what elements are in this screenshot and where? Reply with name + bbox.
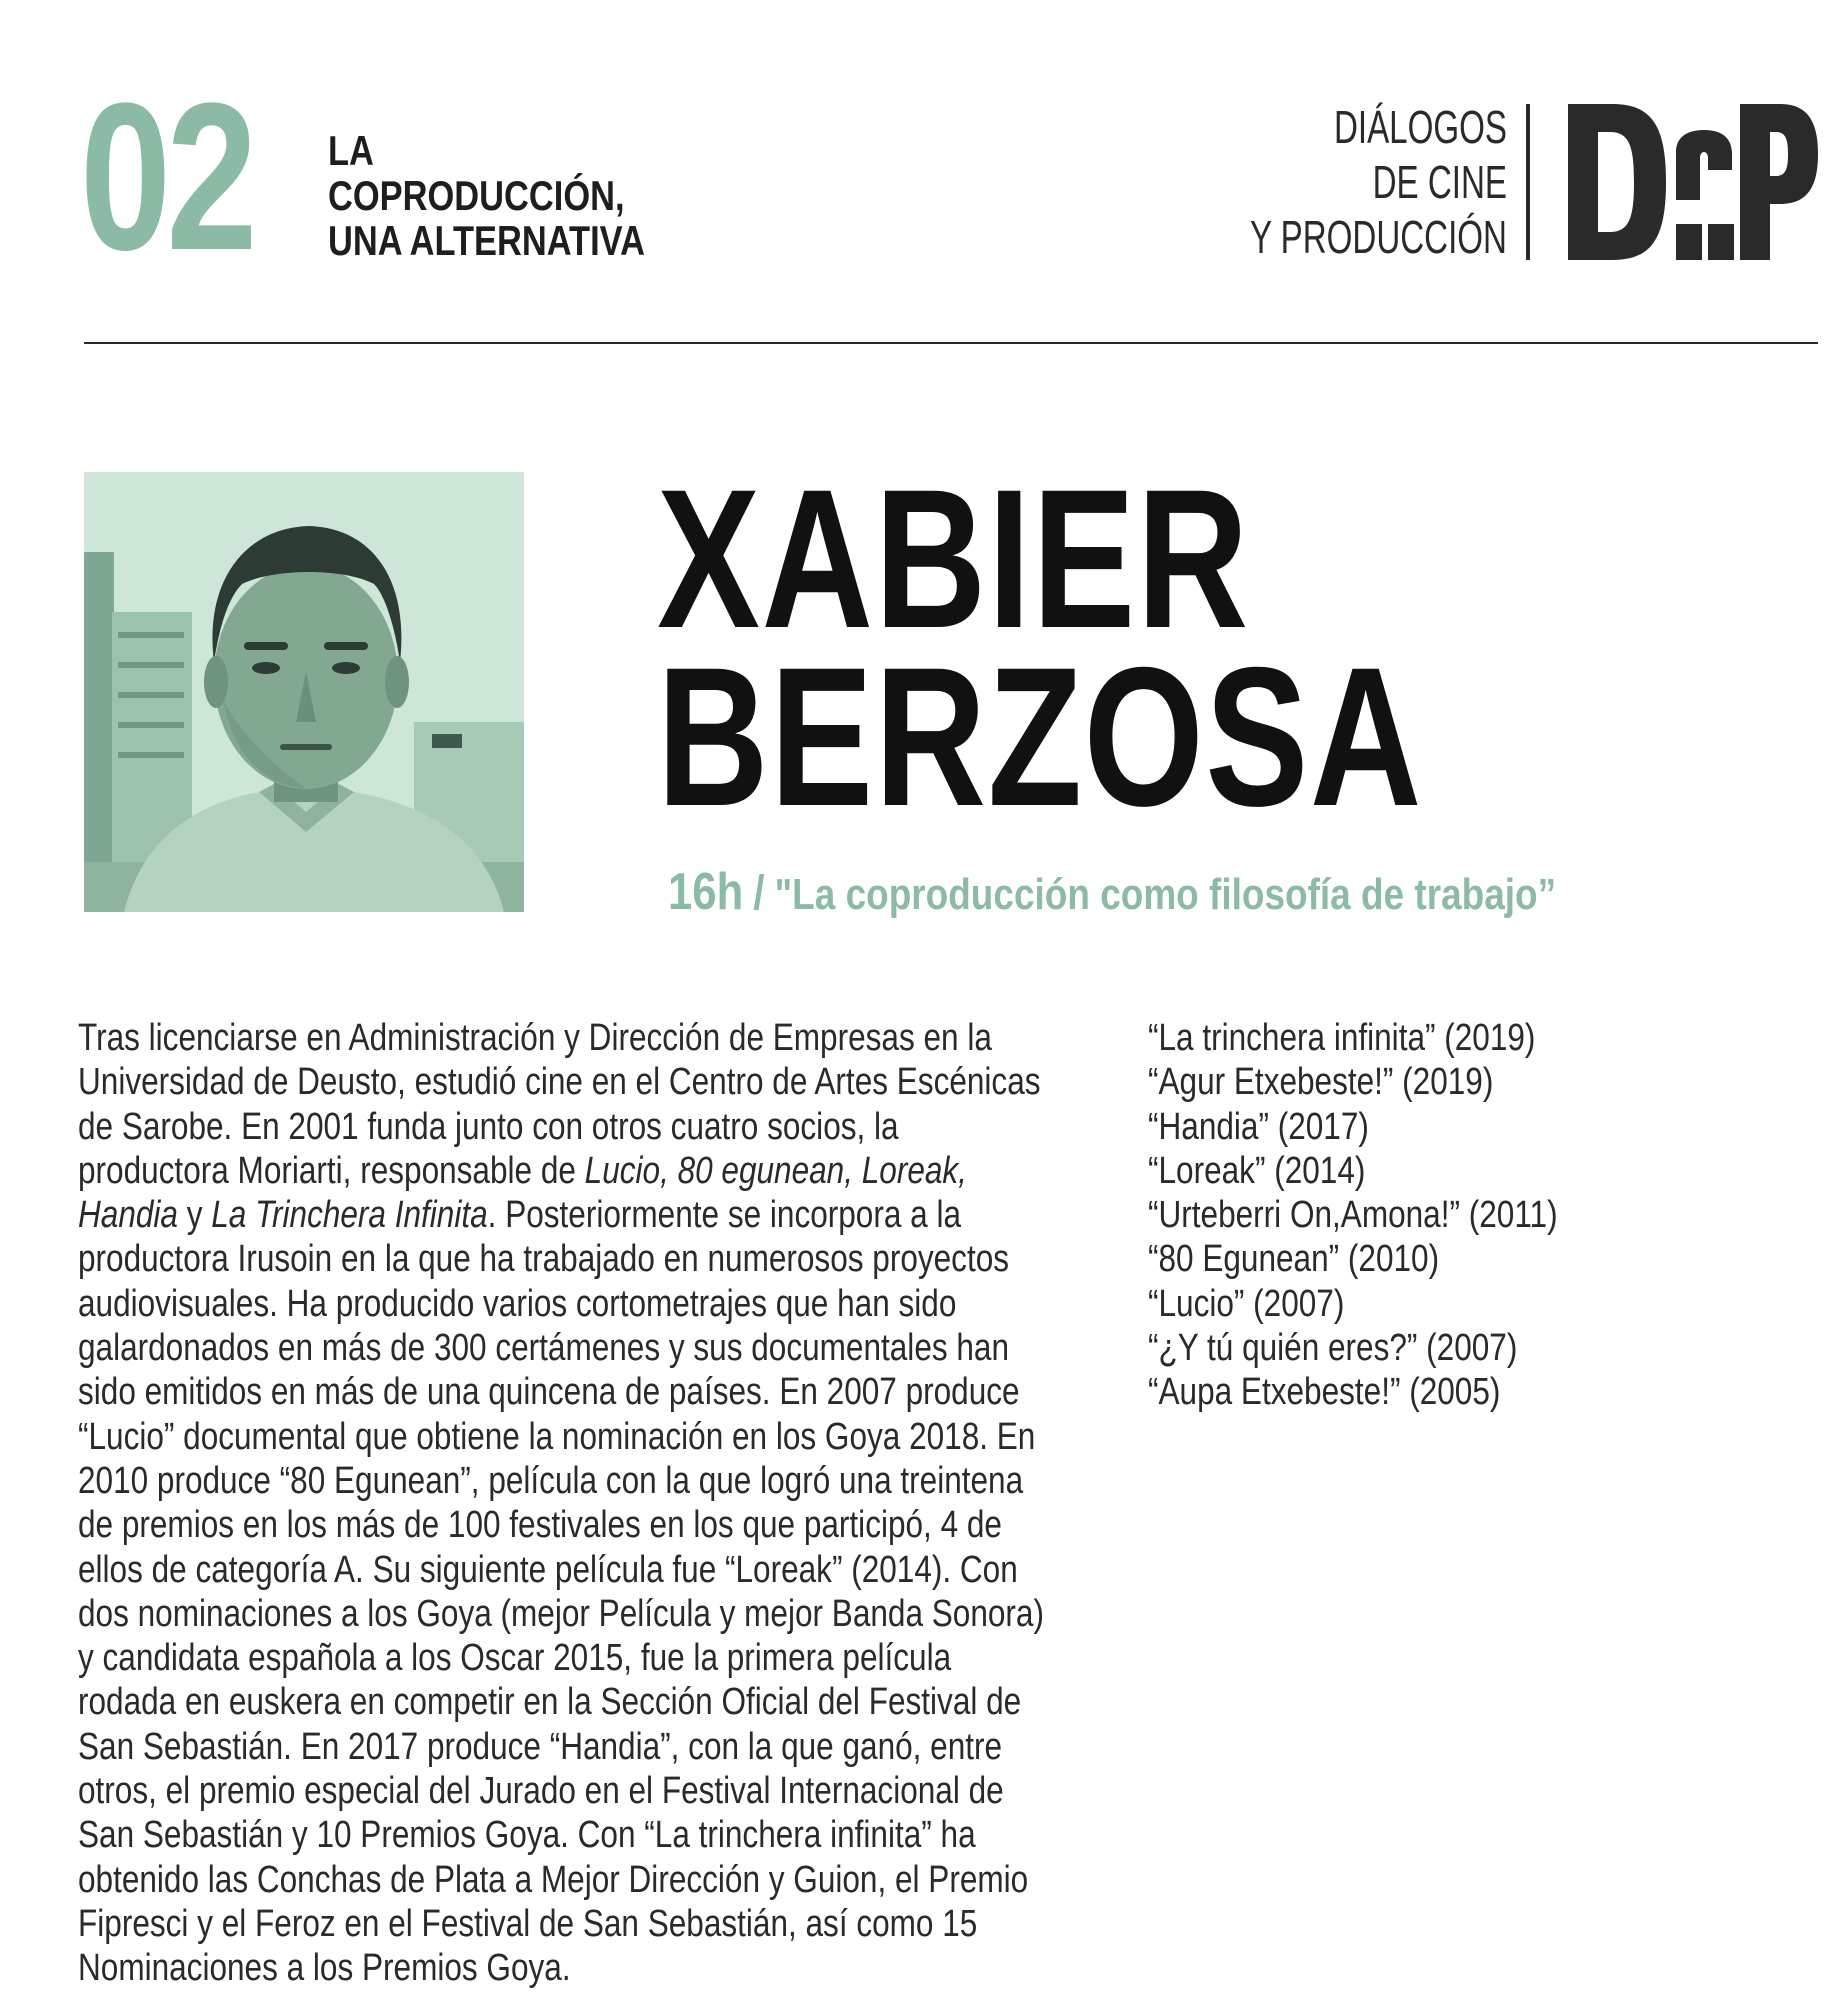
bio-text: sido emitidos en más de una quincena de países. En 2007 produce — [78, 1371, 1020, 1414]
bio-text: Nominaciones a los Premios Goya. — [78, 1947, 571, 1990]
filmography-item: “80 Egunean” (2010) — [1148, 1238, 1440, 1281]
speaker-first-name: XABIER — [657, 448, 1250, 669]
bio-text: de premios en los más de 100 festivales en los que participó, 4 de — [78, 1504, 1002, 1547]
filmography-item: “¿Y tú quién eres?” (2007) — [1148, 1327, 1518, 1370]
session-title-line: LA — [328, 127, 374, 174]
session-title-line: UNA ALTERNATIVA — [328, 217, 645, 264]
bio-line — [78, 1237, 1010, 1281]
talk-time: 16h — [668, 863, 744, 921]
bio-text: dos nominaciones a los Goya (mejor Película y mejor Banda Sonora) — [78, 1592, 1044, 1635]
bio-text: y candidata española a los Oscar 2015, fue la primera película — [78, 1637, 952, 1680]
bio-text: y — [177, 1194, 212, 1237]
bio-line — [78, 1016, 992, 1060]
filmography-item: “Handia” (2017) — [1148, 1105, 1369, 1148]
session-title — [328, 128, 645, 263]
bio-line — [78, 1902, 978, 1946]
header-divider — [84, 342, 1818, 344]
bio-italic-text: La Trinchera Infinita — [211, 1194, 488, 1237]
filmography-item: “Lucio” (2007) — [1148, 1282, 1345, 1325]
filmography-item: “Urteberri On,Amona!” (2011) — [1148, 1194, 1558, 1237]
filmography-item: “La trinchera infinita” (2019) — [1148, 1017, 1536, 1059]
bio-text: Fipresci y el Feroz en el Festival de San Sebastián, así como 15 — [78, 1902, 978, 1945]
filmography-item: “Loreak” (2014) — [1148, 1149, 1366, 1192]
talk-info — [668, 862, 1556, 922]
filmography-item: “Aupa Etxebeste!” (2005) — [1148, 1371, 1501, 1414]
brand-name-line: DIÁLOGOS — [1333, 101, 1507, 153]
bio-line — [78, 1548, 1018, 1592]
speaker-last-name: BERZOSA — [657, 626, 1424, 847]
bio-text: Tras licenciarse en Administración y Dirección de Empresas en la — [78, 1017, 992, 1059]
bio-text: . Posteriormente se incorpora a la — [487, 1194, 962, 1237]
bio-text: productora Moriarti, responsable de — [78, 1149, 585, 1192]
bio-line — [78, 1105, 974, 1149]
bio-text: “Lucio” documental que obtiene la nominación en los Goya 2018. En — [78, 1415, 1036, 1458]
bio-line — [78, 1149, 974, 1193]
dcp-logo — [1568, 104, 1818, 260]
bio-line — [78, 1946, 974, 1990]
bio-line — [78, 1503, 1002, 1547]
speaker-portrait — [84, 472, 524, 912]
bio-line — [78, 1370, 1020, 1414]
bio-line — [78, 1282, 974, 1326]
bio-text: obtenido las Conchas de Plata a Mejor Dirección y Guion, el Premio — [78, 1858, 1029, 1901]
bio-line — [78, 1326, 1010, 1370]
brand-divider — [1526, 104, 1530, 260]
bio-text: productora Irusoin en la que ha trabajado en numerosos proyectos — [78, 1238, 1010, 1281]
bio-text: San Sebastián. En 2017 produce “Handia”, con la que ganó, entre — [78, 1725, 1003, 1768]
bio-line — [78, 1858, 1029, 1902]
filmography-list — [1148, 1016, 1558, 1415]
bio-text: audiovisuales. Ha producido varios cortometrajes que han sido — [78, 1282, 957, 1325]
bio-line — [78, 1813, 974, 1857]
bio-line — [78, 1725, 1003, 1769]
bio-italic-text: Lucio, 80 egunean, Loreak, — [584, 1149, 967, 1192]
bio-text: Universidad de Deusto, estudió cine en el Centro de Artes Escénicas — [78, 1061, 1041, 1104]
bio-text: galardonados en más de 300 certámenes y sus documentales han — [78, 1327, 1010, 1370]
brand-name-line: DE CINE — [1372, 156, 1507, 208]
bio-text: de Sarobe. En 2001 funda junto con otros cuatro socios, la — [78, 1105, 899, 1148]
session-number: 02 — [80, 59, 253, 294]
bio-line — [78, 1459, 1024, 1503]
bio-italic-text: Handia — [78, 1194, 178, 1237]
speaker-name — [657, 448, 1424, 847]
bio-line — [78, 1680, 1022, 1724]
bio-text: San Sebastián y 10 Premios Goya. Con “La trinchera infinita” ha — [78, 1814, 976, 1857]
bio-text: 2010 produce “80 Egunean”, película con la que logró una treintena — [78, 1459, 1024, 1502]
bio-line — [78, 1592, 1044, 1636]
bio-text: ellos de categoría A. Su siguiente película fue “Loreak” (2014). Con — [78, 1548, 1018, 1591]
brand-name-line: Y PRODUCCIÓN — [1249, 211, 1507, 263]
bio-text: otros, el premio especial del Jurado en el Festival Internacional de — [78, 1770, 1004, 1813]
bio-line — [78, 1193, 974, 1237]
talk-separator: / — [753, 867, 765, 920]
talk-title: "La coproducción como filosofía de trabajo” — [774, 870, 1557, 919]
bio-line — [78, 1415, 1036, 1459]
bio-text: rodada en euskera en competir en la Sección Oficial del Festival de — [78, 1681, 1022, 1724]
bio-line — [78, 1060, 1041, 1104]
session-title-line: COPRODUCCIÓN, — [328, 172, 625, 219]
bio-line — [78, 1769, 1004, 1813]
brand-name — [1250, 100, 1507, 265]
bio-line — [78, 1636, 974, 1680]
filmography-item: “Agur Etxebeste!” (2019) — [1148, 1061, 1494, 1104]
speaker-bio — [78, 1016, 1044, 1991]
